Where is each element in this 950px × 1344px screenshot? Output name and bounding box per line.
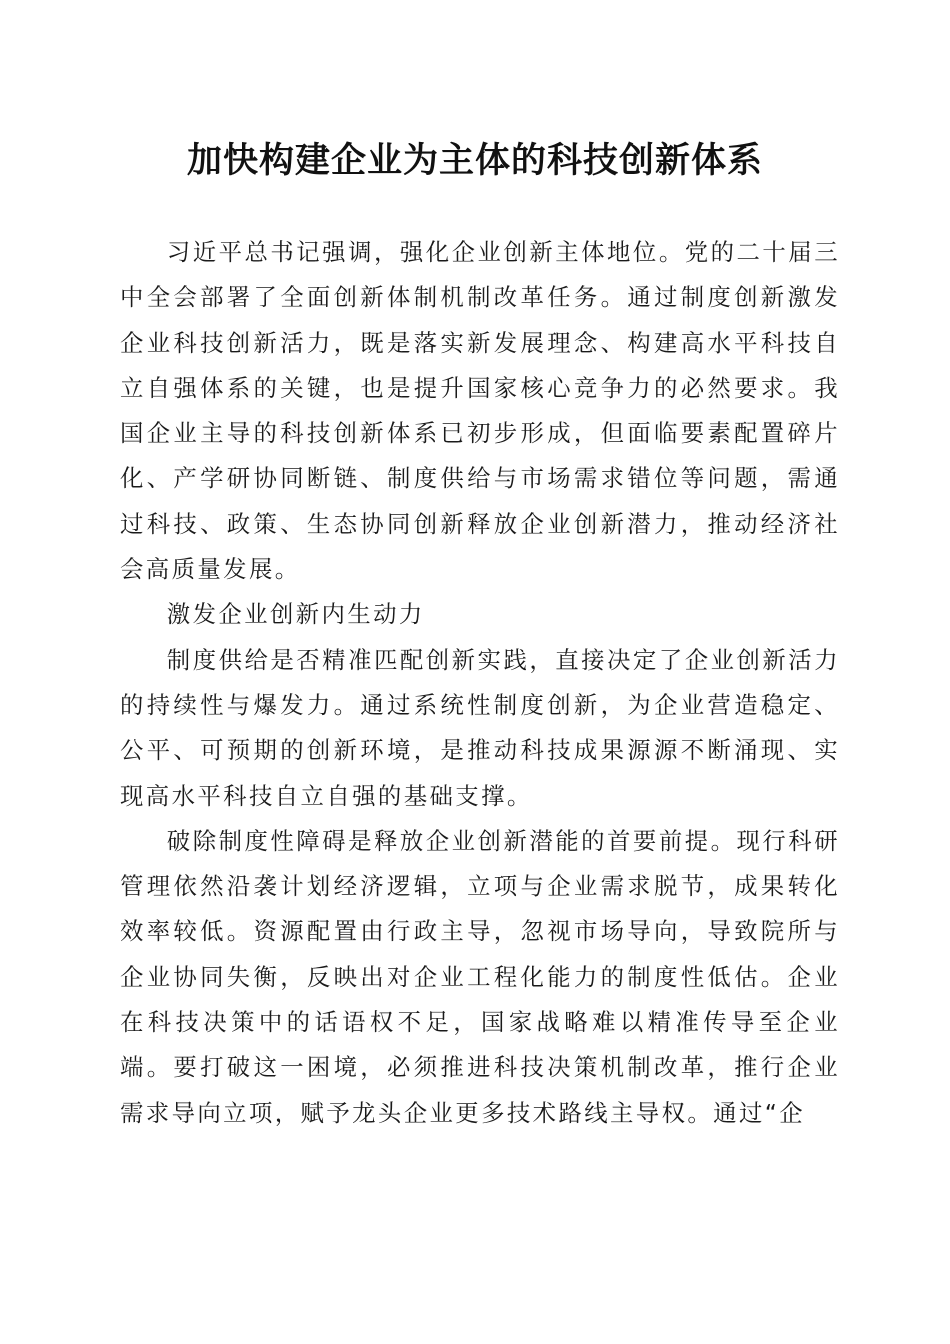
paragraph-break-barriers: 破除制度性障碍是释放企业创新潜能的首要前提。现行科研管理依然沿袭计划经济逻辑，立项与企业需求脱节，成果转化效率较低。资源配置由行政主导，忽视市场导向，导致院所与企业协同失衡，反映出对企业工程化能力的制度性低估。企业在科技决策中的话语权不足，国家战略难以精准传导至企业端。要打破这一困境，必须推进科技决策机制改革，推行企业需求导向立项，赋予龙头企业更多技术路线主导权。通过“企 <box>120 826 840 1127</box>
section-heading: 激发企业创新内生动力 <box>166 600 425 629</box>
document-title: 加快构建企业为主体的科技创新体系 <box>186 140 763 181</box>
document-body <box>120 230 840 1136</box>
paragraph-institutional-supply: 制度供给是否精准匹配创新实践，直接决定了企业创新活力的持续性与爆发力。通过系统性制度创新，为企业营造稳定、公平、可预期的创新环境，是推动科技成果源源不断涌现、实现高水平科技自立自强的基础支撑。 <box>120 645 840 810</box>
paragraph-intro: 习近平总书记强调，强化企业创新主体地位。党的二十届三中全会部署了全面创新体制机制改革任务。通过制度创新激发企业科技创新活力，既是落实新发展理念、构建高水平科技自立自强体系的关键，也是提升国家核心竞争力的必然要求。我国企业主导的科技创新体系已初步形成，但面临要素配置碎片化、产学研协同断链、制度供给与市场需求错位等问题，需通过科技、政策、生态协同创新释放企业创新潜力，推动经济社会高质量发展。 <box>120 238 840 584</box>
